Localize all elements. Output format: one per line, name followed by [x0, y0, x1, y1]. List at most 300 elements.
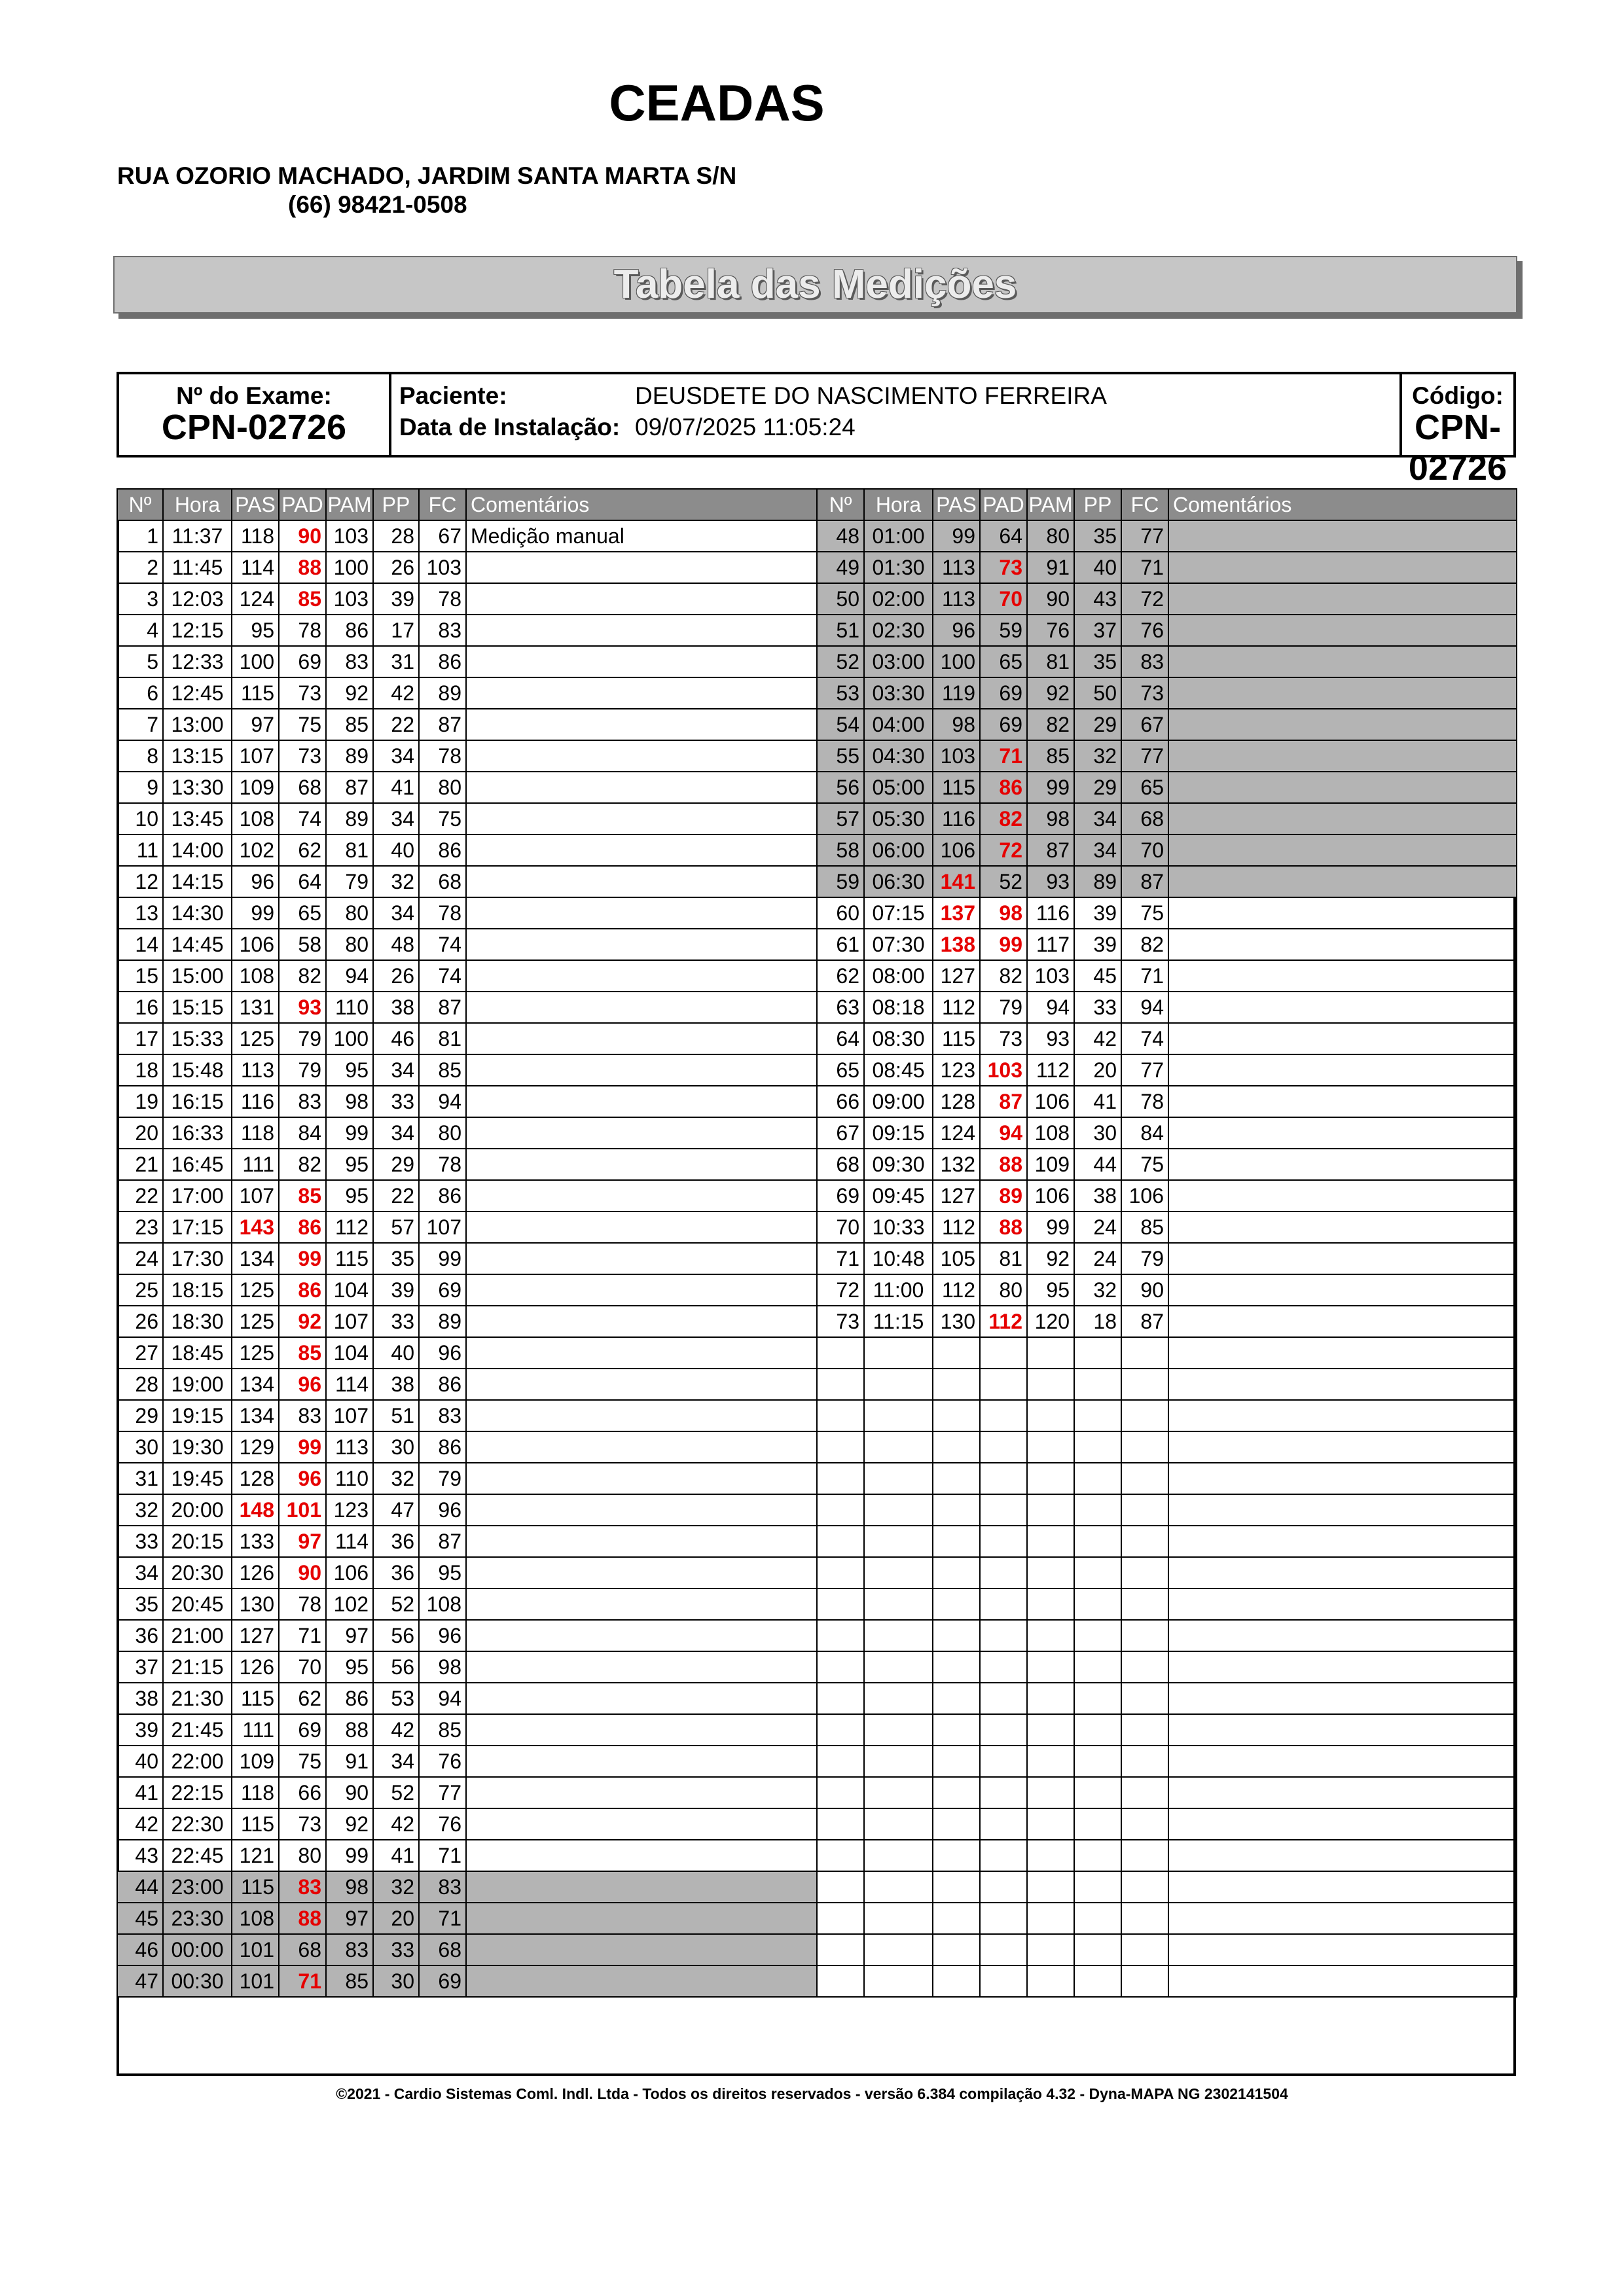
- cell-comment: [466, 1871, 817, 1903]
- cell-fc: 79: [419, 1463, 466, 1494]
- cell-pad: 68: [279, 772, 326, 803]
- cell-num: 30: [117, 1431, 163, 1463]
- cell-num: 39: [117, 1714, 163, 1746]
- cell-pam: 91: [1027, 552, 1074, 583]
- cell-num: [817, 1431, 864, 1463]
- cell-pam: 99: [1027, 1211, 1074, 1243]
- cell-comment: [466, 1211, 817, 1243]
- cell-comment: [1168, 552, 1517, 583]
- cell-pam: 89: [326, 740, 373, 772]
- cell-pad: [980, 1965, 1027, 1997]
- cell-fc: 89: [419, 1306, 466, 1337]
- cell-pad: 69: [279, 1714, 326, 1746]
- cell-fc: 81: [419, 1023, 466, 1054]
- cell-pas: [933, 1840, 980, 1871]
- cell-pad: 80: [980, 1274, 1027, 1306]
- cell-comment: [1168, 1369, 1517, 1400]
- cell-pam: 99: [326, 1840, 373, 1871]
- cell-pad: 62: [279, 1683, 326, 1714]
- cell-pad: 70: [279, 1651, 326, 1683]
- cell-fc: 67: [1121, 709, 1168, 740]
- cell-pas: [933, 1808, 980, 1840]
- cell-pam: 95: [326, 1651, 373, 1683]
- cell-pp: [1074, 1526, 1121, 1557]
- cell-pad: 59: [980, 615, 1027, 646]
- cell-pp: 33: [373, 1306, 419, 1337]
- cell-pas: 127: [232, 1620, 279, 1651]
- cell-time: 15:33: [163, 1023, 232, 1054]
- cell-pas: 125: [232, 1023, 279, 1054]
- exam-number-label: Nº do Exame:: [176, 382, 332, 409]
- cell-fc: [1121, 1840, 1168, 1871]
- table-row: [117, 960, 817, 992]
- cell-fc: 74: [419, 929, 466, 960]
- table-row-empty: [817, 1369, 1517, 1400]
- cell-time: 05:30: [864, 803, 933, 834]
- cell-comment: Medição manual: [466, 520, 817, 552]
- cell-num: 42: [117, 1808, 163, 1840]
- cell-time: 00:30: [163, 1965, 232, 1997]
- table-row: [117, 646, 817, 677]
- cell-pam: 103: [326, 520, 373, 552]
- cell-pp: 53: [373, 1683, 419, 1714]
- cell-num: 71: [817, 1243, 864, 1274]
- cell-time: 09:45: [864, 1180, 933, 1211]
- cell-pad: 98: [980, 897, 1027, 929]
- cell-pam: 83: [326, 646, 373, 677]
- cell-pad: 101: [279, 1494, 326, 1526]
- cell-time: 14:45: [163, 929, 232, 960]
- cell-time: 20:45: [163, 1588, 232, 1620]
- cell-pas: 109: [232, 772, 279, 803]
- cell-pas: 131: [232, 992, 279, 1023]
- cell-time: [864, 1934, 933, 1965]
- table-row: [817, 960, 1517, 992]
- cell-pas: 115: [232, 1871, 279, 1903]
- cell-time: 08:00: [864, 960, 933, 992]
- cell-time: 02:00: [864, 583, 933, 615]
- column-header-pad: PAD: [980, 489, 1027, 520]
- cell-comment: [1168, 1023, 1517, 1054]
- cell-pas: 95: [232, 615, 279, 646]
- cell-comment: [1168, 1526, 1517, 1557]
- cell-pad: 65: [980, 646, 1027, 677]
- table-row-empty: [817, 1840, 1517, 1871]
- cell-comment: [1168, 1840, 1517, 1871]
- cell-pas: [933, 1777, 980, 1808]
- cell-num: 72: [817, 1274, 864, 1306]
- cell-comment: [1168, 1808, 1517, 1840]
- install-row: [399, 414, 856, 441]
- cell-num: 25: [117, 1274, 163, 1306]
- table-row: [117, 1777, 817, 1808]
- cell-num: 54: [817, 709, 864, 740]
- table-row: [817, 1211, 1517, 1243]
- cell-num: 16: [117, 992, 163, 1023]
- cell-pas: 113: [933, 552, 980, 583]
- cell-comment: [466, 1557, 817, 1588]
- cell-fc: 96: [419, 1620, 466, 1651]
- cell-pas: 112: [933, 992, 980, 1023]
- cell-pp: 34: [373, 1054, 419, 1086]
- cell-pam: [1027, 1620, 1074, 1651]
- table-row: [817, 583, 1517, 615]
- cell-comment: [1168, 772, 1517, 803]
- cell-pam: 81: [1027, 646, 1074, 677]
- cell-num: 12: [117, 866, 163, 897]
- cell-pp: 36: [373, 1526, 419, 1557]
- cell-comment: [466, 772, 817, 803]
- cell-comment: [466, 1620, 817, 1651]
- cell-comment: [466, 992, 817, 1023]
- cell-pas: 108: [232, 960, 279, 992]
- cell-pp: 43: [1074, 583, 1121, 615]
- cell-fc: [1121, 1871, 1168, 1903]
- cell-comment: [1168, 1306, 1517, 1337]
- cell-time: [864, 1683, 933, 1714]
- cell-fc: 87: [1121, 866, 1168, 897]
- cell-pas: 98: [933, 709, 980, 740]
- cell-fc: 68: [419, 1934, 466, 1965]
- cell-pam: 102: [326, 1588, 373, 1620]
- cell-pam: 89: [326, 803, 373, 834]
- cell-num: 31: [117, 1463, 163, 1494]
- cell-pad: 69: [980, 709, 1027, 740]
- column-header-fc: FC: [419, 489, 466, 520]
- cell-pp: [1074, 1965, 1121, 1997]
- cell-num: 15: [117, 960, 163, 992]
- cell-time: 14:30: [163, 897, 232, 929]
- cell-pad: [980, 1337, 1027, 1369]
- cell-pam: 92: [1027, 1243, 1074, 1274]
- cell-pad: [980, 1651, 1027, 1683]
- cell-time: 07:15: [864, 897, 933, 929]
- cell-time: 19:45: [163, 1463, 232, 1494]
- cell-fc: 86: [419, 646, 466, 677]
- cell-pam: 107: [326, 1306, 373, 1337]
- cell-pam: 76: [1027, 615, 1074, 646]
- cell-num: [817, 1714, 864, 1746]
- cell-comment: [466, 834, 817, 866]
- cell-pp: 17: [373, 615, 419, 646]
- cell-pam: [1027, 1871, 1074, 1903]
- cell-pp: 38: [373, 1369, 419, 1400]
- cell-pad: 89: [980, 1180, 1027, 1211]
- cell-time: 22:45: [163, 1840, 232, 1871]
- table-row: [817, 740, 1517, 772]
- cell-time: [864, 1840, 933, 1871]
- cell-time: 06:30: [864, 866, 933, 897]
- cell-pam: 106: [1027, 1180, 1074, 1211]
- cell-pas: 111: [232, 1149, 279, 1180]
- cell-pam: 80: [326, 929, 373, 960]
- cell-comment: [466, 1369, 817, 1400]
- cell-pp: 34: [373, 740, 419, 772]
- cell-comment: [1168, 1086, 1517, 1117]
- column-header-comment: Comentários: [466, 489, 817, 520]
- cell-pam: [1027, 1903, 1074, 1934]
- cell-pad: [980, 1777, 1027, 1808]
- cell-pas: 100: [933, 646, 980, 677]
- cell-pam: 92: [1027, 677, 1074, 709]
- cell-time: 23:30: [163, 1903, 232, 1934]
- cell-pp: [1074, 1620, 1121, 1651]
- cell-comment: [1168, 1651, 1517, 1683]
- cell-fc: [1121, 1557, 1168, 1588]
- cell-num: 64: [817, 1023, 864, 1054]
- cell-pad: 103: [980, 1054, 1027, 1086]
- cell-time: 19:00: [163, 1369, 232, 1400]
- cell-pad: 83: [279, 1400, 326, 1431]
- cell-num: 46: [117, 1934, 163, 1965]
- cell-comment: [1168, 646, 1517, 677]
- cell-num: 38: [117, 1683, 163, 1714]
- cell-pam: 95: [326, 1054, 373, 1086]
- cell-pad: [980, 1588, 1027, 1620]
- cell-time: 12:15: [163, 615, 232, 646]
- cell-time: [864, 1746, 933, 1777]
- cell-comment: [466, 1274, 817, 1306]
- cell-pp: 22: [373, 709, 419, 740]
- cell-time: [864, 1965, 933, 1997]
- cell-fc: [1121, 1934, 1168, 1965]
- cell-time: 10:48: [864, 1243, 933, 1274]
- cell-num: 22: [117, 1180, 163, 1211]
- cell-pam: 80: [1027, 520, 1074, 552]
- cell-pas: 115: [933, 1023, 980, 1054]
- cell-num: 55: [817, 740, 864, 772]
- cell-comment: [466, 929, 817, 960]
- cell-pad: [980, 1683, 1027, 1714]
- exam-number-cell: [119, 374, 391, 455]
- cell-pam: [1027, 1746, 1074, 1777]
- cell-pad: 88: [980, 1211, 1027, 1243]
- cell-pam: 114: [326, 1526, 373, 1557]
- cell-fc: 71: [419, 1903, 466, 1934]
- table-row: [117, 1965, 817, 1997]
- table-row: [117, 1023, 817, 1054]
- cell-pas: 126: [232, 1557, 279, 1588]
- cell-pam: [1027, 1714, 1074, 1746]
- cell-pam: 88: [326, 1714, 373, 1746]
- cell-num: 10: [117, 803, 163, 834]
- cell-pad: 68: [279, 1934, 326, 1965]
- cell-pam: 82: [1027, 709, 1074, 740]
- cell-pam: 93: [1027, 1023, 1074, 1054]
- cell-comment: [466, 803, 817, 834]
- cell-fc: 89: [419, 677, 466, 709]
- cell-pas: 128: [232, 1463, 279, 1494]
- cell-comment: [1168, 1903, 1517, 1934]
- cell-comment: [466, 1840, 817, 1871]
- cell-comment: [466, 1243, 817, 1274]
- cell-pp: 32: [1074, 1274, 1121, 1306]
- cell-num: 24: [117, 1243, 163, 1274]
- cell-num: 41: [117, 1777, 163, 1808]
- cell-comment: [1168, 740, 1517, 772]
- table-header-row: [117, 489, 817, 520]
- cell-pam: 94: [326, 960, 373, 992]
- cell-pas: 109: [232, 1746, 279, 1777]
- table-row: [817, 1180, 1517, 1211]
- cell-num: 40: [117, 1746, 163, 1777]
- cell-pp: 34: [373, 1746, 419, 1777]
- cell-fc: 68: [419, 866, 466, 897]
- cell-pam: 112: [1027, 1054, 1074, 1086]
- cell-pas: 101: [232, 1965, 279, 1997]
- cell-num: 37: [117, 1651, 163, 1683]
- table-row: [117, 1526, 817, 1557]
- cell-pas: 108: [232, 803, 279, 834]
- cell-num: 13: [117, 897, 163, 929]
- table-row: [817, 1023, 1517, 1054]
- cell-pp: 46: [373, 1023, 419, 1054]
- cell-comment: [466, 1746, 817, 1777]
- cell-pam: 92: [326, 677, 373, 709]
- cell-time: 01:30: [864, 552, 933, 583]
- cell-pas: 128: [933, 1086, 980, 1117]
- cell-time: 18:30: [163, 1306, 232, 1337]
- table-row-empty: [817, 1965, 1517, 1997]
- table-row: [817, 1054, 1517, 1086]
- cell-time: 13:30: [163, 772, 232, 803]
- cell-pp: 41: [373, 1840, 419, 1871]
- cell-time: 22:15: [163, 1777, 232, 1808]
- cell-comment: [1168, 1746, 1517, 1777]
- cell-pp: [1074, 1431, 1121, 1463]
- cell-fc: 96: [419, 1494, 466, 1526]
- cell-time: 16:45: [163, 1149, 232, 1180]
- section-banner: [113, 256, 1517, 314]
- cell-time: 13:15: [163, 740, 232, 772]
- cell-fc: 87: [1121, 1306, 1168, 1337]
- cell-comment: [1168, 615, 1517, 646]
- cell-time: 17:00: [163, 1180, 232, 1211]
- cell-num: 19: [117, 1086, 163, 1117]
- cell-pp: 39: [1074, 897, 1121, 929]
- cell-comment: [1168, 1871, 1517, 1903]
- cell-pp: 32: [373, 866, 419, 897]
- cell-comment: [466, 740, 817, 772]
- cell-comment: [466, 615, 817, 646]
- cell-fc: 94: [1121, 992, 1168, 1023]
- cell-num: [817, 1840, 864, 1871]
- table-row: [817, 803, 1517, 834]
- cell-pam: 86: [326, 615, 373, 646]
- cell-pad: 85: [279, 1337, 326, 1369]
- cell-time: 00:00: [163, 1934, 232, 1965]
- table-row: [117, 1400, 817, 1431]
- cell-fc: 70: [1121, 834, 1168, 866]
- table-row: [117, 740, 817, 772]
- cell-fc: 80: [419, 772, 466, 803]
- cell-fc: 98: [419, 1651, 466, 1683]
- cell-fc: [1121, 1714, 1168, 1746]
- cell-fc: 86: [419, 1180, 466, 1211]
- cell-pad: 93: [279, 992, 326, 1023]
- cell-pp: 42: [373, 1714, 419, 1746]
- cell-fc: 106: [1121, 1180, 1168, 1211]
- cell-time: 14:00: [163, 834, 232, 866]
- cell-pp: 56: [373, 1651, 419, 1683]
- cell-comment: [1168, 992, 1517, 1023]
- cell-num: 70: [817, 1211, 864, 1243]
- cell-fc: 94: [419, 1086, 466, 1117]
- cell-comment: [1168, 1149, 1517, 1180]
- cell-pam: 98: [326, 1086, 373, 1117]
- cell-fc: 85: [419, 1054, 466, 1086]
- table-row: [117, 1180, 817, 1211]
- cell-pam: 103: [1027, 960, 1074, 992]
- cell-time: [864, 1651, 933, 1683]
- table-row-empty: [817, 1683, 1517, 1714]
- cell-comment: [1168, 1588, 1517, 1620]
- cell-time: 08:18: [864, 992, 933, 1023]
- cell-time: [864, 1494, 933, 1526]
- cell-pp: [1074, 1463, 1121, 1494]
- cell-pad: 79: [980, 992, 1027, 1023]
- cell-pas: 115: [933, 772, 980, 803]
- cell-time: 19:15: [163, 1400, 232, 1431]
- cell-time: 06:00: [864, 834, 933, 866]
- cell-num: 20: [117, 1117, 163, 1149]
- cell-comment: [466, 1777, 817, 1808]
- cell-pam: 116: [1027, 897, 1074, 929]
- table-row: [817, 677, 1517, 709]
- cell-time: 22:00: [163, 1746, 232, 1777]
- cell-fc: 80: [419, 1117, 466, 1149]
- cell-pp: [1074, 1746, 1121, 1777]
- cell-pp: 33: [373, 1086, 419, 1117]
- cell-pad: 72: [980, 834, 1027, 866]
- cell-pas: [933, 1463, 980, 1494]
- cell-pp: 35: [1074, 646, 1121, 677]
- cell-pam: 91: [326, 1746, 373, 1777]
- cell-comment: [1168, 1683, 1517, 1714]
- column-header-num: Nº: [817, 489, 864, 520]
- cell-pp: 35: [373, 1243, 419, 1274]
- cell-fc: [1121, 1588, 1168, 1620]
- cell-pad: 73: [980, 552, 1027, 583]
- cell-time: [864, 1526, 933, 1557]
- cell-pad: 84: [279, 1117, 326, 1149]
- cell-num: [817, 1494, 864, 1526]
- cell-pas: [933, 1683, 980, 1714]
- cell-pad: 97: [279, 1526, 326, 1557]
- table-row-empty: [817, 1431, 1517, 1463]
- cell-num: [817, 1965, 864, 1997]
- cell-time: [864, 1714, 933, 1746]
- cell-pad: [980, 1557, 1027, 1588]
- cell-fc: 77: [1121, 740, 1168, 772]
- cell-pp: 89: [1074, 866, 1121, 897]
- cell-comment: [466, 1180, 817, 1211]
- cell-pas: 125: [232, 1274, 279, 1306]
- cell-fc: 78: [419, 583, 466, 615]
- cell-pam: 79: [326, 866, 373, 897]
- table-row-empty: [817, 1903, 1517, 1934]
- table-row: [817, 897, 1517, 929]
- cell-num: 14: [117, 929, 163, 960]
- install-date-label: Data de Instalação:: [399, 414, 621, 440]
- cell-time: 03:00: [864, 646, 933, 677]
- cell-pad: [980, 1871, 1027, 1903]
- cell-time: 08:30: [864, 1023, 933, 1054]
- cell-num: 29: [117, 1400, 163, 1431]
- cell-comment: [1168, 1557, 1517, 1588]
- table-row-empty: [817, 1746, 1517, 1777]
- cell-pad: 90: [279, 1557, 326, 1588]
